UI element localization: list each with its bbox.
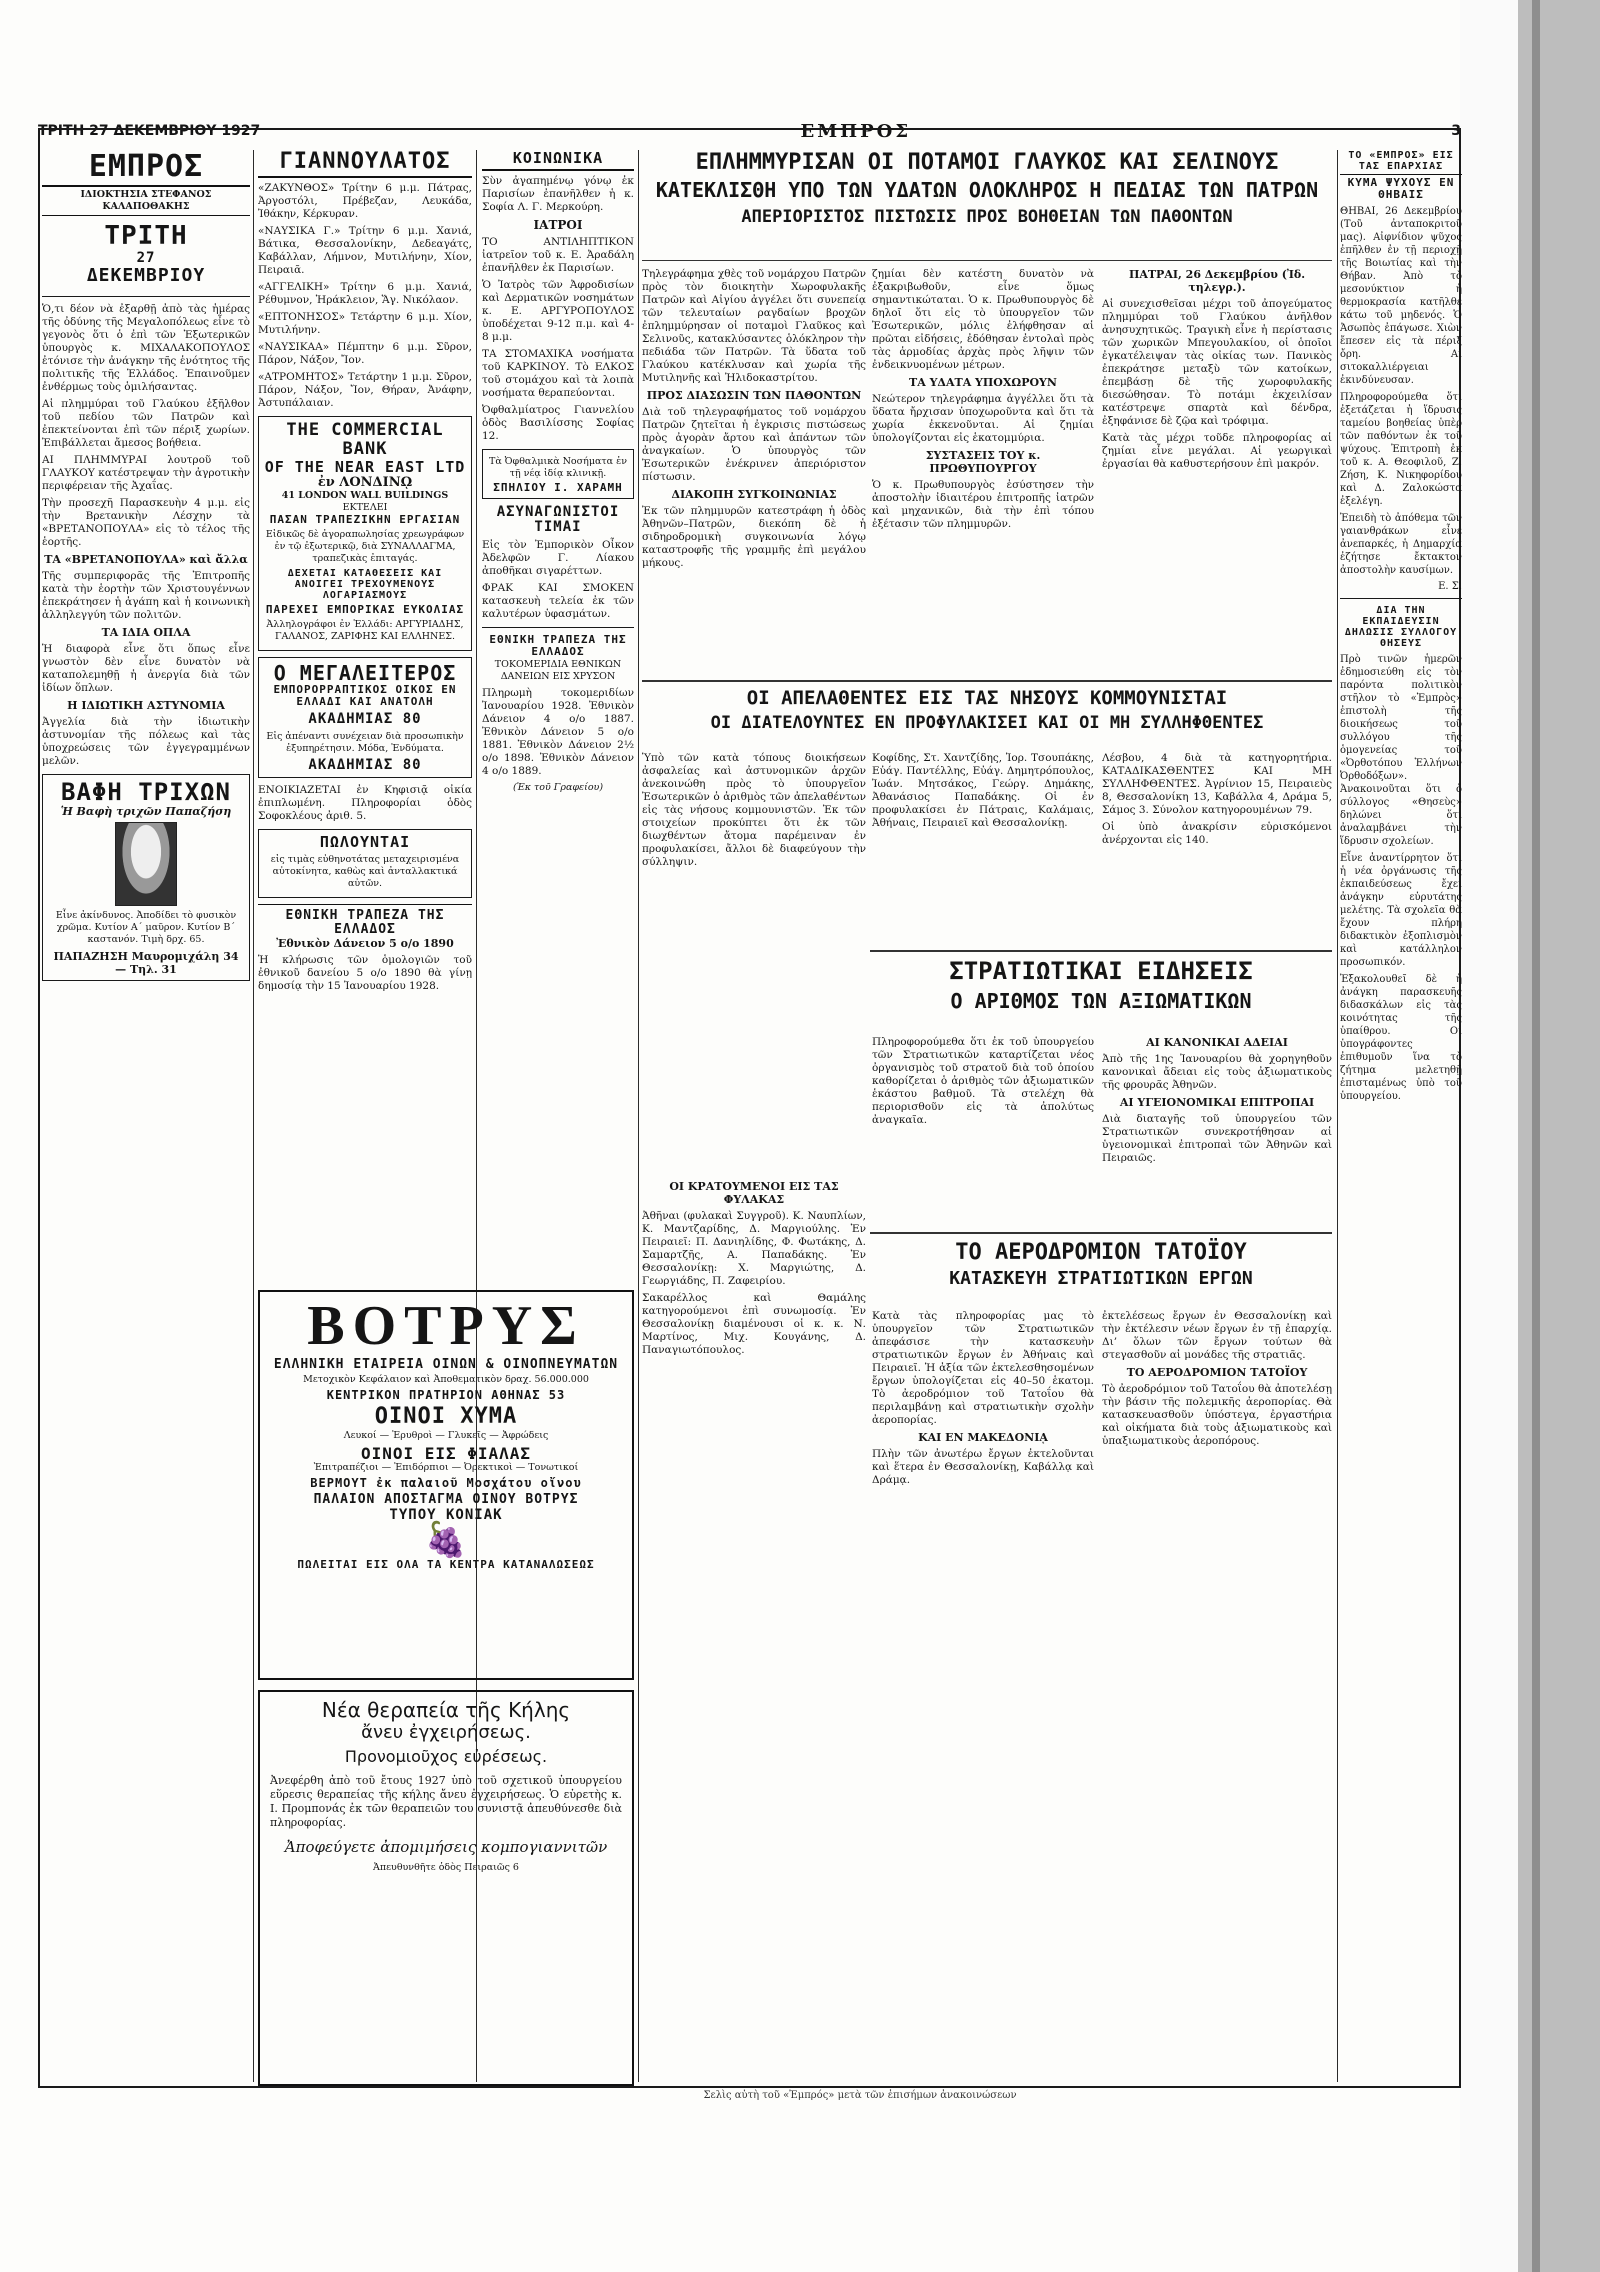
article-heading: ΔΙΑ ΤΗΝ ΕΚΠΑΙΔΕΥΣΙΝ <box>1362 605 1440 628</box>
article-text: Διὰ τοῦ τηλεγραφήματος τοῦ νομάρχου Πατρῶν ζητεῖται ἡ ἐγκρισις πιστώσεως πρὸς ἀγορὰν ἄρτου καὶ ἀπάντων τῶν ἀναγκαίων. Ὁ ὑπουργὸς τῶν Ἐσωτερικῶν ἐνέκρινεν ἀπεριόριστον πίστωσιν. <box>642 406 866 483</box>
prisoners-list <box>642 1180 866 2080</box>
article-text: Πληροφορούμεθα ὅτι ἐξετάζεται ἡ ἵδρυσις ταμείου βοηθείας ὑπὲρ τῶν παθόντων ἐκ τοῦ ψύχους. Ἐπιτροπὴ ἐκ τοῦ κ. Α. Θεοφιλοῦ, Ζ. Ζήση, Κ. Νικηφορίδου καὶ Δ. Ζαλοκώστα ἐξελέγη. <box>1340 392 1462 508</box>
bank-line: ΕΚΤΕΛΕΙ <box>342 502 388 514</box>
notice-subtitle: ΤΟΚΟΜΕΡΙΔΙΑ ΕΘΝΙΚΩΝ ΔΑΝΕΙΩΝ ΕΙΣ ΧΡΥΣΟΝ <box>494 658 622 682</box>
article-text: Τὸ ἀεροδρόμιον τοῦ Τατοΐου θὰ ἀποτελέσῃ τὴν βάσιν τῆς πολεμικῆς ἀεροπορίας. Θὰ κατασκευασθοῦν ὑπόστεγα, ἐργαστήρια καὶ οἰκήματα διὰ τοὺς ἀξιωματικοὺς καὶ ὑπαξιωματικοὺς ἀεροπόρους. <box>1102 1383 1332 1447</box>
hair-dye-ad <box>42 774 250 981</box>
article-text: ΘΗΒΑΙ, 26 Δεκεμβρίου (Τοῦ ἀνταποκριτοῦ μας). Αἰφνίδιον ψῦχος ἐπῆλθεν ἐν τῇ περιοχῇ τῆς Βοιωτίας καὶ τὴν Θήβαν. Ἀπὸ τὸ μεσονύκτιον ἡ θερμοκρασία κατῆλθε κάτω τοῦ μηδενός. Ὁ Ἀσωπὸς ἐπάγωσε. Χιὼν ἔπεσεν εἰς τὰ πέριξ ὄρη. Αἱ σιτοκαλλιέργειαι ἐκινδύνευσαν. <box>1340 206 1462 387</box>
airport-story <box>870 1240 1332 1290</box>
hernia-warning: Ἀποφεύγετε ἀπομιμήσεις κομπογιαννιτῶν <box>284 1838 608 1856</box>
woman-portrait-icon <box>115 822 177 906</box>
article-heading: ΔΗΛΩΣΙΣ ΣΥΛΛΟΓΟΥ ΘΗΣΕΥΣ <box>1344 627 1458 650</box>
store-address: ΑΚΑΔΗΜΙΑΣ 80 <box>308 711 422 728</box>
section-title: ΤΟ «ΕΜΠΡΟΣ» ΕΙΣ ΤΑΣ ΕΠΑΡΧΙΑΣ <box>1340 150 1462 175</box>
article-text: Τῆς συμπεριφορᾶς τῆς Ἐπιτροπῆς κατὰ τὴν ἑορτὴν τῶν Χριστουγέννων ἐπεκράτησεν ἡ ἀγάπη καὶ ἡ κοινωνικὴ ἀλληλεγγύη τῶν πολιτῶν. <box>42 569 250 621</box>
sale-title: ΠΩΛΟΥΝΤΑΙ <box>319 833 411 852</box>
column-rule <box>253 150 254 2082</box>
article-text: Ἀπὸ τῆς 1ης Ἰανουαρίου θὰ χορηγηθοῦν κανονικαὶ ἄδειαι εἰς τοὺς ἀξιωματικοὺς τῆς φρουρᾶς Ἀθηνῶν. <box>1102 1053 1332 1091</box>
masthead-date: ΤΡΙΤΗ 27 ΔΕΚΕΜΒΡΙΟΥ 1927 <box>38 123 261 139</box>
ownership-line: ΙΔΙΟΚΤΗΣΙΑ ΣΤΕΦΑΝΟΣ ΚΑΛΑΠΟΘΑΚΗΣ <box>42 187 250 216</box>
shipping-item: «ΑΓΓΕΛΙΚΗ» Τρίτην 6 μ.μ. Χανιά, Ρέθυμνον, Ἡράκλειον, Ἅγ. Νικόλαον. <box>258 281 472 307</box>
shipping-item: «ΝΑΥΣΙΚΑΑ» Πέμπτην 6 μ.μ. Σῦρον, Πάρον, Νάξον, Ἴον. <box>258 341 472 367</box>
tailor-ad <box>258 657 472 778</box>
article-heading: ΤΑ ΥΔΑΤΑ ΥΠΟΧΩΡΟΥΝ <box>909 376 1057 389</box>
article-text: Ὀφθαλμίατρος Γιαννελίου ὁδὸς Βασιλίσσης Σοφίας 12. <box>482 403 634 442</box>
article-text: Ἀθῆναι (φυλακαὶ Συγγροῦ). Κ. Ναυπλίων, Κ. Μαντζαρίδης, Δ. Μαργιούλης. Ἐν Πειραιεῖ: Π. Δανιηλίδης, Φ. Φωτάκης, Δ. Σαμαρτζῆς, Α. Παπαδάκης. Ἐν Θεσσαλονίκῃ: Χ. Μαργιώτης, Δ. Γεωργιάδης, Π. Ζαφειρίου. <box>642 1210 866 1287</box>
article-text: ζημίαι δὲν κατέστη δυνατὸν νὰ ἐξακριβωθοῦν, εἶνε ὅμως σημαντικώταται. Ὁ κ. Πρωθυπουργὸς δὲ δηλοῖ ὅτι εἰς τὸ ὑπουργεῖον τῶν Ἐσωτερικῶν, μόλις ἐλήφθησαν αἱ πρῶται εἰδήσεις, ἐδόθησαν ἐντολαὶ πρὸς τὰς ἁρμοδίας ἀρχὰς πρὸς λῆψιν τῶν ἐνδεικνυομένων μέτρων. <box>872 268 1094 371</box>
article-heading: ΔΙΑΚΟΠΗ ΣΥΓΚΟΙΝΩΝΙΑΣ <box>671 488 837 501</box>
clinic-body: Τὰ Ὀφθαλμικὰ Νοσήματα ἐν τῇ νέᾳ ἰδίᾳ κλινικῇ. <box>488 455 627 479</box>
article-text: Ἀγγελία διὰ τὴν ἰδιωτικὴν ἀστυνομίαν τῆς πόλεως καὶ τὰς ὑποχρεώσεις τῶν ἐγγεγραμμένων μελῶν. <box>42 715 250 767</box>
column-rule <box>638 150 639 2082</box>
article-text: Κατὰ τὰς πληροφορίας μας τὸ ὑπουργεῖον τῶν Στρατιωτικῶν ἀπεφάσισε τὴν κατασκευὴν στρατιωτικῶν ἔργων ἐν Ἀθήναις καὶ Πειραιεῖ. Ἡ ἀξία τῶν ἐκτελεσθησομένων ἔργων ὑπολογίζεται εἰς 40–50 ἑκατομ. Τὸ ἀεροδρόμιον τοῦ Τατοΐου θὰ περιλαμβάνῃ καὶ στρατιωτικὴν σχολὴν ἀεροπορίας. <box>872 1310 1094 1426</box>
divider <box>1340 598 1462 599</box>
article-heading: ΚΥΜΑ ΨΥΧΟΥΣ ΕΝ ΘΗΒΑΙΣ <box>1347 176 1455 202</box>
bank-notice-title: ΕΘΝΙΚΗ ΤΡΑΠΕΖΑ ΤΗΣ ΕΛΛΑΔΟΣ <box>258 904 472 938</box>
article-heading: ΣΥΣΤΑΣΕΙΣ ΤΟΥ κ. ΠΡΩΘΥΠΟΥΡΓΟΥ <box>925 449 1041 475</box>
article-heading: ΑΙ ΚΑΝΟΝΙΚΑΙ ΑΔΕΙΑΙ <box>1146 1036 1288 1049</box>
article-heading: ΤΑ «ΒΡΕΤΑΝΟΠΟΥΛΑ» καὶ ἄλλα <box>44 552 248 566</box>
author-initials: Ε. Σ. <box>1438 581 1462 593</box>
bank-line: ΠΑΣΑΝ ΤΡΑΠΕΖΙΚΗΝ ΕΡΓΑΣΙΑΝ <box>269 513 461 527</box>
article-text: Εἰς τὸν Ἐμπορικὸν Οἶκον Ἀδελφῶν Γ. Λίακου ἀποθῆκαι σιγαρέττων. <box>482 539 634 578</box>
bank-ad <box>258 416 472 651</box>
wine-line: Λευκοί — Ἐρυθροὶ — Γλυκεῖς — Ἀφρώδεις <box>343 1429 549 1441</box>
store-body: Εἰς ἀπέναντι συνέχειαν διὰ προσωπικὴν ἐξυπηρέτησιν. Μόδα, Ἐνδύματα. <box>266 730 464 754</box>
store-title: Ο ΜΕΓΑΛΕΙΤΕΡΟΣ <box>273 661 457 686</box>
top-story-column-c <box>1102 268 1332 670</box>
article-text: Οἱ ὑπὸ ἀνακρίσιν εὑρισκόμενοι ἀνέρχονται εἰς 140. <box>1102 821 1332 846</box>
date-month: ΔΕΚΕΜΒΡΙΟΥ <box>86 264 206 286</box>
wine-brand: ΒΟΤΡΥΣ <box>307 1295 585 1357</box>
hernia-subtitle: ἄνευ ἐγχειρήσεως. <box>361 1722 531 1743</box>
article-text: Τηλεγράφημα χθὲς τοῦ νομάρχου Πατρῶν πρὸς τὸν διοικητὴν Χωροφυλακῆς Πατρῶν καὶ Αἰγίου ἀγγέλει ὅτι συνεπείᾳ τῶν τελευταίων ραγδαίων βροχῶν ἐπλημμύρησαν οἱ ποταμοὶ Γλαῦκος καὶ Σελινοῦς, κατακλύσαντες ὁλόκληρον τὴν πεδιάδα τῶν Πατρῶν. Τὰ ὕδατα τοῦ Γλαύκου κατέκλυσαν καὶ χωρία τῆς Μυτιληνῆς καὶ Ἠλιδοκαστρίτου. <box>642 268 866 384</box>
headline: ΟΙ ΑΠΕΛΑΘΕΝΤΕΣ ΕΙΣ ΤΑΣ ΝΗΣΟΥΣ ΚΟΜΜΟΥΝΙΣΤΑΙ <box>746 687 1228 709</box>
article-text: Ἐπειδὴ τὸ ἀπόθεμα τῶν γαιανθράκων εἶνε ἀνεπαρκές, ἡ Δημαρχία ἐζήτησε ἔκτακτον ἀποστολὴν καυσίμων. <box>1340 513 1462 577</box>
date-day: ΤΡΙΤΗ <box>104 221 188 251</box>
dateline: ΠΑΤΡΑΙ, 26 Δεκεμβρίου (Ἰδ. τηλεγρ.). <box>1128 268 1306 294</box>
sale-body: εἰς τιμὰς εὐθηνοτάτας μεταχειρισμένα αὐτοκίνητα, καθὼς καὶ ἀνταλλακτικά αὐτῶν. <box>270 853 460 889</box>
wine-line: ΠΑΛΑΙΟΝ ΑΠΟΣΤΑΓΜΑ ΟΙΝΟΥ ΒΟΤΡΥΣ <box>313 1492 579 1508</box>
article-text: Ἐξακολουθεῖ δὲ ἡ ἀνάγκη παρασκευῆς διδασκάλων εἰς τὰς κοινότητας τῆς ὑπαίθρου. Οἱ ὑπογράφοντες ἐπιθυμοῦν ἵνα τὸ ζήτημα μελετηθῇ ἐπισταμένως ὑπὸ τοῦ ὑπουργείου. <box>1340 974 1462 1103</box>
article-text: Διὰ διαταγῆς τοῦ ὑπουργείου τῶν Στρατιωτικῶν συνεκροτήθησαν αἱ ὑγειονομικαὶ ἐπιτροπαὶ τῶν Ἀθηνῶν καὶ Πειραιῶς. <box>1102 1113 1332 1164</box>
top-story <box>642 150 1332 228</box>
article-text: Εἶνε ἀναντίρρητον ὅτι ἡ νέα ὀργάνωσις τῆς ἐκπαιδεύσεως ἔχει ἀνάγκην εὐρυτάτης μελέτης. Τὰ σχολεῖα θὰ ἔχουν πλήρη διδακτικὸν ἐξοπλισμὸν καὶ κατάλληλον προσωπικόν. <box>1340 853 1462 969</box>
article-heading: ΙΑΤΡΟΙ <box>533 217 583 232</box>
social-title: ΚΟΙΝΩΝΙΚΑ <box>482 150 634 171</box>
bank-line: ΠΑΡΕΧΕΙ ΕΜΠΟΡΙΚΑΣ ΕΥΚΟΛΙΑΣ <box>265 603 465 617</box>
hernia-subtitle: Προνομιοῦχος εὐρέσεως. <box>344 1747 548 1766</box>
store-subtitle: ΕΜΠΟΡΟΡΡΑΠΤΙΚΟΣ ΟΙΚΟΣ ΕΝ ΕΛΛΑΔΙ ΚΑΙ ΑΝΑΤΟΛΗ <box>273 683 457 709</box>
scan-edge <box>1460 0 1600 2272</box>
article-heading: ΚΑΙ ΕΝ ΜΑΚΕΔΟΝΙᾼ <box>918 1431 1048 1444</box>
article-text: ΤΟ ΑΝΤΙΛΗΠΤΙΚΟΝ ἰατρεῖον τοῦ κ. Ε. Ἀραδάλη ἐπανῆλθεν ἐκ Παρισίων. <box>482 235 634 274</box>
article-heading: ΤΑ ΙΔΙΑ ΟΠΛΑ <box>101 625 191 639</box>
divider <box>42 296 250 297</box>
headline: ΕΠΛΗΜΜΥΡΙΣΑΝ ΟΙ ΠΟΤΑΜΟΙ ΓΛΑΥΚΟΣ ΚΑΙ ΣΕΛΙΝΟΥΣ <box>695 150 1279 175</box>
article-text: Ὁ Ἰατρὸς τῶν Ἀφροδισίων καὶ Δερματικῶν νοσημάτων κ. Ε. ΑΡΓΥΡΟΠΟΥΛΟΣ ὑποδέχεται 9-12 π.μ. καὶ 4-8 μ.μ. <box>482 278 634 343</box>
sale-ad <box>258 829 472 898</box>
airport-column-b <box>1102 1310 1332 2080</box>
divider <box>642 260 1332 261</box>
ad-body: Εἶνε ἀκίνδυνος. Ἀποδίδει τὸ φυσικὸν χρῶμα. Κυτίον Α΄ μαῦρον. Κυτίον Β΄ καστανόν. Τιμὴ δρχ. 65. <box>55 910 237 946</box>
shipping-item: «ΝΑΥΣΙΚΑ Γ.» Τρίτην 6 μ.μ. Χανιά, Βάτικα, Θεσσαλονίκην, Δεδεαγάτς, Καβάλλαν, Λήμνον, Μυτιλήνην, Χίον, Πειραιᾶ. <box>258 225 472 277</box>
top-story-column-b <box>872 268 1094 670</box>
bank-agents: Ἀλληλογράφοι ἐν Ἑλλάδι: ΑΡΓΥΡΙΑΔΗΣ, ΓΑΛΑΝΟΣ, ΖΑΡΙΦΗΣ ΚΑΙ ΕΛΛΗΝΕΣ. <box>266 619 464 643</box>
ad-title: ΒΑΦΗ ΤΡΙΧΩΝ <box>61 777 231 806</box>
classified: ΕΝΟΙΚΙΑΖΕΤΑΙ ἐν Κηφισιᾷ οἰκία ἐπιπλωμένη. Πληροφορίαι ὁδὸς Σοφοκλέους ἀριθ. 5. <box>258 784 472 823</box>
article-text: Νεώτερον τηλεγράφημα ἀγγέλλει ὅτι τὰ ὕδατα ἤρχισαν ὑποχωροῦντα καὶ ὅτι τὰ χωρία ἐκκενοῦνται. Αἱ ζημίαι ὑπολογίζονται εἰς ἑκατομμύρια. <box>872 393 1094 444</box>
article-text: Αἱ πλημμύραι τοῦ Γλαύκου ἐξῆλθον τοῦ πεδίου τῶν Πατρῶν καὶ ἐπεκτείνονται ἐπὶ τῶν πέριξ χωρίων. Ἐπιβάλλεται ἄμεσος βοήθεια. <box>42 397 250 449</box>
article-text: Ὁ κ. Πρωθυπουργὸς ἐσύστησεν τὴν ἀποστολὴν ἰδιαιτέρου ἐπιτροπῆς ἰατρῶν καὶ μηχανικῶν, διὰ τὴν ἐπὶ τόπου ἐξέτασιν τῶν πλημμυρῶν. <box>872 479 1094 530</box>
article-text: ΤΑ ΣΤΟΜΑΧΙΚΑ νοσήματα τοῦ ΚΑΡΚΙΝΟΥ. Τὸ ΕΛΚΟΣ τοῦ στομάχου καὶ τὰ λοιπὰ νοσήματα θεραπεύονται. <box>482 347 634 399</box>
shipping-title: ΓΙΑΝΝΟΥΛΑΤΟΣ <box>258 150 472 178</box>
headline: ΟΙ ΔΙΑΤΕΛΟΥΝΤΕΣ ΕΝ ΠΡΟΦΥΛΑΚΙΣΕΙ ΚΑΙ ΟΙ ΜΗ ΣΥΛΛΗΦΘΕΝΤΕΣ <box>710 712 1264 733</box>
divider <box>870 1232 1332 1234</box>
wine-line: ΤΥΠΟΥ ΚΟΝΙΑΚ <box>389 1506 503 1523</box>
headline: ΑΠΕΡΙΟΡΙΣΤΟΣ ΠΙΣΤΩΣΙΣ ΠΡΟΣ ΒΟΗΘΕΙΑΝ ΤΩΝ ΠΑΘΟΝΤΩΝ <box>741 207 1233 228</box>
clinic-title: ΣΠΗΛΙΟΥ Ι. ΧΑΡΑΜΗ <box>493 480 623 494</box>
scan-bar-line <box>1532 0 1540 2272</box>
article-text: Ὑπὸ τῶν κατὰ τόπους διοικήσεων ἀσφαλείας καὶ ἀστυνομικῶν ἀρχῶν ἀνεκοινώθη πρὸς τὸ ὑπουργεῖον Ἐσωτερικῶν ὁ ἀριθμὸς τῶν ἀπελαθέντων εἰς τὰς νήσους κομμουνιστῶν. Ἐκ τῶν στοιχείων προκύπτει ὅτι ἐκ τῶν διωχθέντων ἄτομα παρέμειναν ἐν προφυλακίσει, ἄλλοι δὲ διαφεύγουν τὴν σύλληψιν. <box>642 752 866 868</box>
scan-bar <box>1518 0 1600 2272</box>
bank-city: ἐν ΛΟΝΔΙΝῼ <box>317 475 413 491</box>
wine-line: ΠΩΛΕΙΤΑΙ ΕΙΣ ΟΛΑ ΤΑ ΚΕΝΤΡΑ ΚΑΤΑΝΑΛΩΣΕΩΣ <box>297 1558 595 1572</box>
headline: ΚΑΤΕΚΛΙΣΘΗ ΥΠΟ ΤΩΝ ΥΔΑΤΩΝ ΟΛΟΚΛΗΡΟΣ Η ΠΕΔΙΑΣ ΤΩΝ ΠΑΤΡΩΝ <box>655 178 1319 203</box>
wine-line: ΒΕΡΜΟΥΤ ἐκ παλαιοῦ Μοσχάτου οἴνου <box>310 1476 582 1491</box>
clinic-ad <box>482 449 634 499</box>
article-text: ΦΡΑΚ ΚΑΙ ΣΜΟΚΕΝ κατασκευὴ τελεία ἐκ τῶν καλυτέρων ὑφασμάτων. <box>482 582 634 621</box>
notice-body: Πληρωμὴ τοκομεριδίων Ἰανουαρίου 1928. Ἐθνικὸν Δάνειον 4 ο/ο 1887. Ἐθνικὸν Δάνειον 5 ο/ο 1881. Ἐθνικὸν Δάνειον 2½ ο/ο 1898. Ἐθνικὸν Δάνειον 4 ο/ο 1889. <box>482 686 634 777</box>
column-rule <box>1337 150 1338 2082</box>
airport-column-a <box>872 1310 1094 2080</box>
masthead-page-number: 3 <box>1451 123 1461 139</box>
divider <box>482 627 634 628</box>
article-heading: ΟΙ ΚΡΑΤΟΥΜΕΝΟΙ ΕΙΣ ΤΑΣ ΦΥΛΑΚΑΣ <box>669 1180 839 1206</box>
wine-capital: Μετοχικὸν Κεφάλαιον καὶ Ἀποθεματικὸν δραχ. 56.000.000 <box>303 1374 589 1386</box>
hernia-title: Νέα θεραπεία τῆς Κήλης <box>321 1698 571 1722</box>
bank-notice-body: Ἡ κλήρωσις τῶν ὁμολογιῶν τοῦ ἐθνικοῦ δανείου 5 ο/ο 1890 θὰ γίνῃ δημοσίᾳ τὴν 15 Ἰανουαρίου 1928. <box>258 954 472 993</box>
page-footer: Σελὶς αὐτὴ τοῦ «Ἐμπρός» μετὰ τῶν ἐπισήμων ἀνακοινώσεων <box>703 2090 1017 2101</box>
bank-line: ΔΕΧΕΤΑΙ ΚΑΤΑΘΕΣΕΙΣ ΚΑΙ ΑΝΟΙΓΕΙ ΤΡΕΧΟΥΜΕΝΟΥΣ ΛΟΓΑΡΙΑΣΜΟΥΣ <box>287 568 443 602</box>
shipping-item: «ΕΠΤΟΝΗΣΟΣ» Τετάρτην 6 μ.μ. Χίον, Μυτιλήνην. <box>258 311 472 337</box>
article-heading: ΠΡΟΣ ΔΙΑΣΩΣΙΝ ΤΩΝ ΠΑΘΟΝΤΩΝ <box>646 389 862 402</box>
communists-column-a <box>642 752 866 1170</box>
top-story-column-a <box>642 268 866 670</box>
ad-subtitle: Ἡ Βαφὴ τριχῶν Παπαζήση <box>60 805 232 819</box>
article-text: Πρὸ τινῶν ἡμερῶν ἐδημοσιεύθη εἰς τὸν παρόντα πολιτικὸν στῆλον τὸ «Ἐμπρὸς» ἐπιστολὴ τῆς διοικήσεως τοῦ συλλόγου τῆς ὁμογενείας τοῦ «Ὀρθοτόπου Ἑλλήνων Ὀρθοδόξων». Ἀνακοινοῦται ὅτι ὁ σύλλογος «Θησεὺς» δηλώνει ὅτι ἀναλαμβάνει τὴν ἵδρυσιν σχολείων. <box>1340 654 1462 848</box>
wine-line: Ἐπιτραπέζιοι — Ἐπιδόρπιοι — Ὀρεκτικοὶ — Τονωτικοί <box>313 1462 579 1474</box>
hernia-footer: Ἀπευθυνθῆτε ὁδὸς Πειραιῶς 6 <box>373 1862 519 1873</box>
communists-column-c <box>1102 752 1332 940</box>
botrys-wine-ad <box>258 1290 634 1680</box>
divider <box>642 680 1332 682</box>
article-heading: ΤΟ ΑΕΡΟΔΡΟΜΙΟΝ ΤΑΤΟΪΟΥ <box>1126 1366 1308 1379</box>
article-text: Τὴν προσεχῆ Παρασκευὴν 4 μ.μ. εἰς τὴν Βρετανικὴν Λέσχην τὰ «ΒΡΕΤΑΝΟΠΟΥΛΑ» εἰς τὸ τέλος τῆς ἑορτῆς. <box>42 496 250 548</box>
article-heading: ΑΙ ΥΓΕΙΟΝΟΜΙΚΑΙ ΕΠΙΤΡΟΠΑΙ <box>1119 1096 1315 1109</box>
communists-story <box>642 688 1332 733</box>
article-text: Ἡ διαφορὰ εἶνε ὅτι ὅπως εἶνε γνωστὸν δὲν εἶνε δυνατὸν νὰ καταπολεμηθῇ ἡ ἀνεργία διὰ τῶν ἰδίων ὅπλων. <box>42 642 250 694</box>
article-text: Πλὴν τῶν ἀνωτέρω ἔργων ἐκτελοῦνται καὶ ἕτερα ἐν Θεσσαλονίκῃ, Καβάλλᾳ καὶ Δράμᾳ. <box>872 1448 1094 1486</box>
headline: ΣΤΡΑΤΙΩΤΙΚΑΙ ΕΙΔΗΣΕΙΣ <box>949 957 1253 985</box>
article-text: ἐκτελέσεως ἔργων ἐν Θεσσαλονίκῃ καὶ τὴν ἐκτέλεσιν νέων ἔργων ἐν τῇ ἐπαρχίᾳ. Δι’ ὅλων τῶν ἔργων τούτων θὰ στεγασθοῦν αἱ μονάδες τῆς στρατιᾶς. <box>1102 1310 1332 1361</box>
headline: Ο ΑΡΙΘΜΟΣ ΤΩΝ ΑΞΙΩΜΑΤΙΚΩΝ <box>950 988 1252 1013</box>
article-text: Αἱ συνεχισθεῖσαι μέχρι τοῦ ἀπογεύματος πλημμύραι τοῦ Γλαύκου ἀνῆλθον ἀνησυχητικῶς. Τραγικὴ εἶνε ἡ περίστασις τῶν χωρικῶν Μπεγουλακίου, οἱ ὁποῖοι ἐγκατέλειψαν τὰς οἰκίας των. Πανικὸς ἐπεκράτησε μεταξὺ τῶν κατοίκων, ἐπεμβάσῃ δὲ τῆς χωροφυλακῆς διεσώθησαν. Τὸ ποτάμι ἐκχειλίσαν κατέστρεψε σπαρτὰ καὶ δένδρα, ἐξηφάνισε δὲ ζῷα καὶ τρόφιμα. <box>1102 298 1332 427</box>
store-address: ΑΚΑΔΗΜΙΑΣ 80 <box>308 756 422 773</box>
ad-footer: ΠΑΠΑΖΗΣΗ Μαυρομιχάλη 34 — Τηλ. 31 <box>53 950 239 977</box>
wine-line: ΟΙΝΟΙ ΧΥΜΑ <box>374 1404 518 1430</box>
article-text: Πληροφορούμεθα ὅτι ἐκ τοῦ ὑπουργείου τῶν Στρατιωτικῶν καταρτίζεται νέος ὀργανισμὸς τοῦ στρατοῦ διὰ τοῦ ὁποίου καθορίζεται ὁ ἀριθμὸς τῶν ἀξιωματικῶν ἑκάστου βαθμοῦ. Τὰ στελέχη θὰ περιορισθοῦν εἰς τὰ ἀπολύτως ἀναγκαῖα. <box>872 1036 1094 1126</box>
shipping-item: «ΑΤΡΟΜΗΤΟΣ» Τετάρτην 1 μ.μ. Σῦρον, Πάρον, Νάξον, Ἴον, Θήραν, Ἀνάφην, Ἀστυπάλαιαν. <box>258 371 472 410</box>
notice-title: ΕΘΝΙΚΗ ΤΡΑΠΕΖΑ ΤΗΣ ΕΛΛΑΔΟΣ <box>489 633 627 659</box>
notice-signature: (Ἐκ τοῦ Γραφείου) <box>512 781 604 793</box>
bank-title: THE COMMERCIAL BANK <box>286 420 444 459</box>
article-text: Λέσβου, 4 διὰ τὰ κατηγορητήρια. ΚΑΤΑΔΙΚΑΣΘΕΝΤΕΣ ΚΑΙ ΜΗ ΣΥΛΛΗΦΘΕΝΤΕΣ. Ἀγρίνιον 15, Πειραιεὺς 8, Θεσσαλονίκη 13, Καβάλλα 4, Δράμα 5, Σάμος 3. Σύνολον κατηγορουμένων 79. <box>1102 752 1332 816</box>
article-text: Κοφίδης, Στ. Χαντζίδης, Ἰορ. Τσουπάκης, Εὐάγ. Παντέλλης, Εὐάγ. Δημητρόπουλος, Ἰωάν. Μητσάκος, Γεώργ. Δημάκης, Ἀθανάσιος Παπαδάκης. Οἱ ἐν προφυλακίσει ἐν Πάτραις, Καλάμαις, Ἀθήναις, Πειραιεῖ καὶ Θεσσαλονίκῃ. <box>872 752 1094 829</box>
grapes-icon: 🍇 <box>424 1520 468 1561</box>
headline: ΚΑΤΑΣΚΕΥΗ ΣΤΡΑΤΙΩΤΙΚΩΝ ΕΡΓΩΝ <box>949 1268 1253 1290</box>
military-column-a <box>872 1036 1094 1226</box>
bank-notice-line: Ἐθνικὸν Δάνειον 5 ο/ο 1890 <box>276 937 454 951</box>
wine-company: ΕΛΛΗΝΙΚΗ ΕΤΑΙΡΕΙΑ ΟΙΝΩΝ & ΟΙΝΟΠΝΕΥΜΑΤΩΝ <box>273 1357 619 1372</box>
article-text: ΑΙ ΠΛΗΜΜΥΡΑΙ λουτροῦ τοῦ ΓΛΑΥΚΟΥ κατέστρεψαν τὴν ἀγροτικὴν περιφέρειαν τῆς Ἀχαΐας. <box>42 453 250 492</box>
headline: ΤΟ ΑΕΡΟΔΡΟΜΙΟΝ ΤΑΤΟΪΟΥ <box>955 1240 1247 1265</box>
bank-address: 41 LONDON WALL BUILDINGS <box>281 490 449 502</box>
wine-address: ΚΕΝΤΡΙΚΟΝ ΠΡΑΤΗΡΙΟΝ ΑΘΗΝΑΣ 53 <box>326 1388 566 1403</box>
article-heading: ΑΣΥΝΑΓΩΝΙΣΤΟΙ ΤΙΜΑΙ <box>496 503 620 535</box>
article-text: Ἐκ τῶν πλημμυρῶν κατεστράφη ἡ ὁδὸς Ἀθηνῶν–Πατρῶν, διεκόπη δὲ ἡ σιδηροδρομικὴ συγκοινωνία λόγῳ καταστροφῆς τῆς γραμμῆς ἐπὶ μεγάλου μήκους. <box>642 505 866 569</box>
article-text: Σακαρέλλος καὶ Θαμάλης κατηγορούμενοι ἐπὶ συνωμοσίᾳ. Ἐν Θεσσαλονίκῃ διαμένουσι οἱ κ. κ. Ν. Μαρτίνος, Μιχ. Κουγάνης, Δ. Παναγιωτόπουλος. <box>642 1292 866 1356</box>
wine-line: ΟΙΝΟΙ ΕΙΣ ΦΙΑΛΑΣ <box>360 1443 532 1463</box>
article-text: Σὺν ἀγαπημένῳ γόνῳ ἐκ Παρισίων ἐπανῆλθεν ἡ κ. Σοφία Λ. Γ. Μερκούρη. <box>482 174 634 213</box>
hernia-treatment-ad <box>258 1690 634 2086</box>
hernia-body: Ἀνεφέρθη ἀπὸ τοῦ ἔτους 1927 ὑπὸ τοῦ σχετικοῦ ὑπουργείου εὕρεσις θεραπείας τῆς κήλης ἄνευ ἐγχειρήσεως. Ὁ εὑρετὴς κ. Ι. Προμπονάς ἐκ τῶν θεραπειῶν του συνιστᾷ ἀπευθύνεσθε διὰ πληροφορίας. <box>270 1774 622 1829</box>
shipping-item: «ΖΑΚΥΝΘΟΣ» Τρίτην 6 μ.μ. Πάτρας, Ἀργοστόλι, Πρέβεζαν, Λευκάδα, Ἰθάκην, Κέρκυραν. <box>258 182 472 221</box>
bank-subtitle: OF THE NEAR EAST LTD <box>264 457 466 476</box>
masthead-paper-name: ΕΜΠΡΟΣ <box>800 120 912 142</box>
article-text: Ὁ,τι δέον νὰ ἐξαρθῇ ἀπὸ τὰς ἡμέρας τῆς ὀδύνης τῆς Μεγαλοπόλεως εἶνε τὸ γεγονὸς ὅτι ὁ ἐπὶ τῶν Ἐξωτερικῶν ὑπουργὸς κ. ΜΙΧΑΛΑΚΟΠΟΥΛΟΣ ἐτόνισε τὴν ἀνάγκην τῆς ἑνότητος τῆς πολιτικῆς τῆς Ἑλλάδος. Ἐπαινοῦμεν ἐνθέρμως τοὺς ὁμιλήσαντας. <box>42 302 250 393</box>
column-provinces <box>1340 150 1462 2082</box>
date-number: 27 <box>136 249 156 266</box>
column-title-emprós: ΕΜΠΡΟΣ <box>42 150 250 187</box>
column-1 <box>42 150 250 2082</box>
bank-body: Εἰδικῶς δὲ ἀγοραπωλησίας χρεωγράφων ἐν τῷ ἐξωτερικῷ, διὰ ΣΥΝΑΛΛΑΓΜΑ, τραπεζικὰς ἐπιταγάς. <box>265 529 465 565</box>
article-heading: Η ΙΔΙΩΤΙΚΗ ΑΣΤΥΝΟΜΙΑ <box>67 698 225 712</box>
military-story <box>870 958 1332 1013</box>
divider <box>870 950 1332 952</box>
article-text: Κατὰ τὰς μέχρι τοῦδε πληροφορίας αἱ ζημίαι εἶνε μεγάλαι. Αἱ γεωργικαὶ ἐργασίαι θὰ καθυστερήσουν ἐπὶ μακρόν. <box>1102 432 1332 470</box>
military-column-b <box>1102 1036 1332 1226</box>
